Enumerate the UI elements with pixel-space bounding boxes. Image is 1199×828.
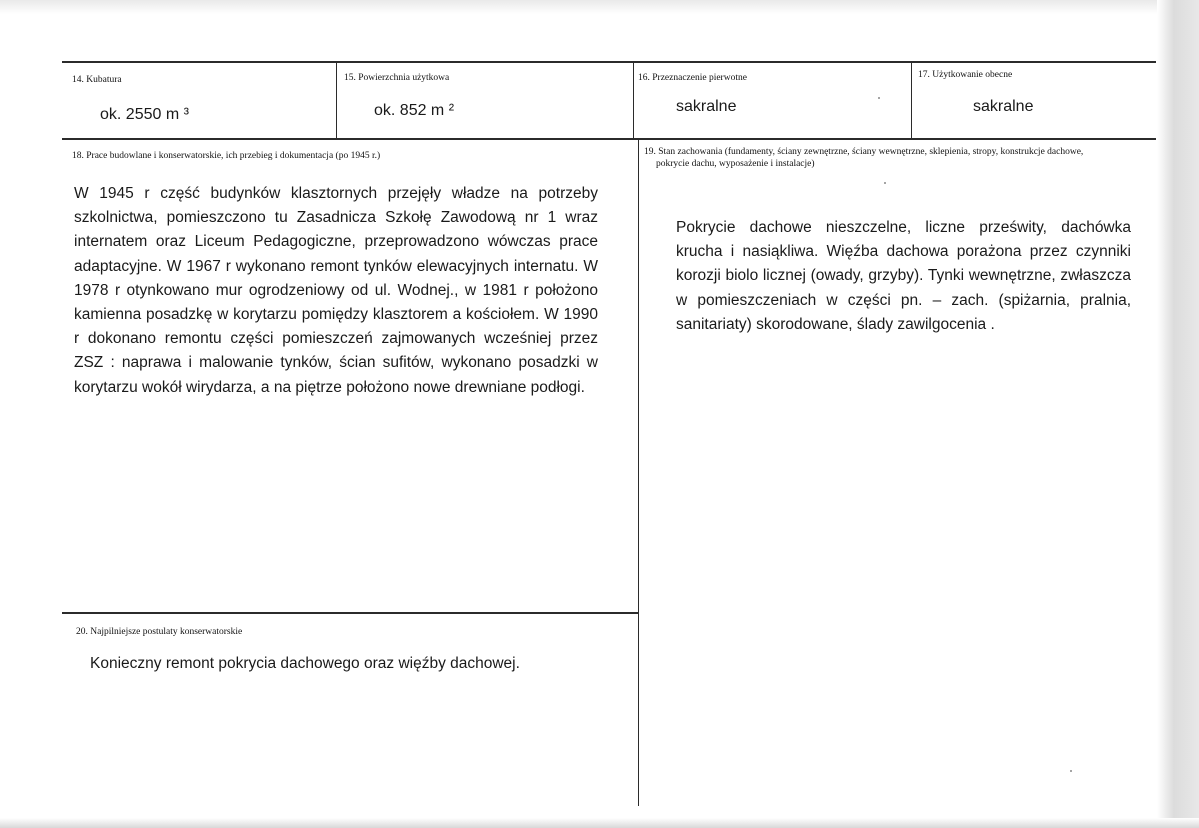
top-rule (62, 61, 1156, 63)
scan-speck (884, 182, 886, 184)
scan-speck (878, 97, 880, 99)
field-17-value: sakralne (973, 98, 1034, 115)
scan-speck (1070, 770, 1072, 772)
divider-14-15 (336, 61, 337, 140)
field-18-text: W 1945 r część budynków klasztornych przejęły władze na potrzeby szkolnictwa, pomieszczono tu Zasadnicza Szkołę Zawodową nr 1 wraz internatem oraz Liceum Pedagogiczne, przeprowadzono wówczas prace adaptacyjne. W 1967 r wykonano remont tynków elewacyjnych internatu. W 1978 r otynkowano mur ogrodzeniowy od ul. Wodnej., w 1981 r położono kamienna posadzkę w korytarzu pomiędzy klasztorem a kościołem. W 1990 r dokonano remontu części pomieszczeń zajmowanych wcześniej przez ZSZ : naprawa i malowanie tynków, ścian sufitów, wykonano posadzki w korytarzu wokół wirydarza, a na piętrze położono nowe drewniane podłogi. (74, 185, 598, 396)
scan-top-shadow (0, 0, 1199, 14)
field-17-label: 17. Użytkowanie obecne (918, 70, 1013, 80)
field-20-text: Konieczny remont pokrycia dachowego oraz więźby dachowej. (90, 655, 520, 672)
field-14-label: 14. Kubatura (72, 75, 122, 85)
field-18-label: 18. Prace budowlane i konserwatorskie, ich przebieg i dokumentacja (po 1945 r.) (72, 151, 381, 161)
field-19-label-line2: pokrycie dachu, wyposażenie i instalacje) (656, 159, 815, 169)
scan-bottom-edge (0, 818, 1199, 828)
field-16-label: 16. Przeznaczenie pierwotne (638, 73, 747, 83)
field-19-text: Pokrycie dachowe nieszczelne, liczne prześwity, dachówka krucha i nasiąkliwa. Więźba dachowa porażona przez czynniki korozji biolo licznej (owady, grzyby). Tynki wewnętrzne, zwłaszcza w pomieszczeniach w części pn. – zach. (spiżarnia, pralnia, sanitariaty) skorodowane, ślady zawilgocenia . (676, 219, 1131, 333)
scan-right-edge (1157, 0, 1199, 828)
divider-15-16 (633, 61, 634, 140)
field-16-value: sakralne (676, 98, 737, 115)
row1-bottom-rule (62, 138, 1156, 140)
field-15-value: ok. 852 m ² (374, 102, 455, 119)
divider-left-right (638, 139, 639, 806)
field-15-label: 15. Powierzchnia użytkowa (344, 73, 450, 83)
field-19-label-line1: 19. Stan zachowania (fundamenty, ściany zewnętrzne, ściany wewnętrzne, sklepienia, stropy, konstrukcje dachowe, (644, 147, 1084, 157)
field-14-value: ok. 2550 m ³ (100, 106, 189, 123)
section20-top-rule (62, 612, 639, 614)
divider-16-17 (911, 61, 912, 140)
field-20-label: 20. Najpilniejsze postulaty konserwatorskie (76, 627, 243, 637)
